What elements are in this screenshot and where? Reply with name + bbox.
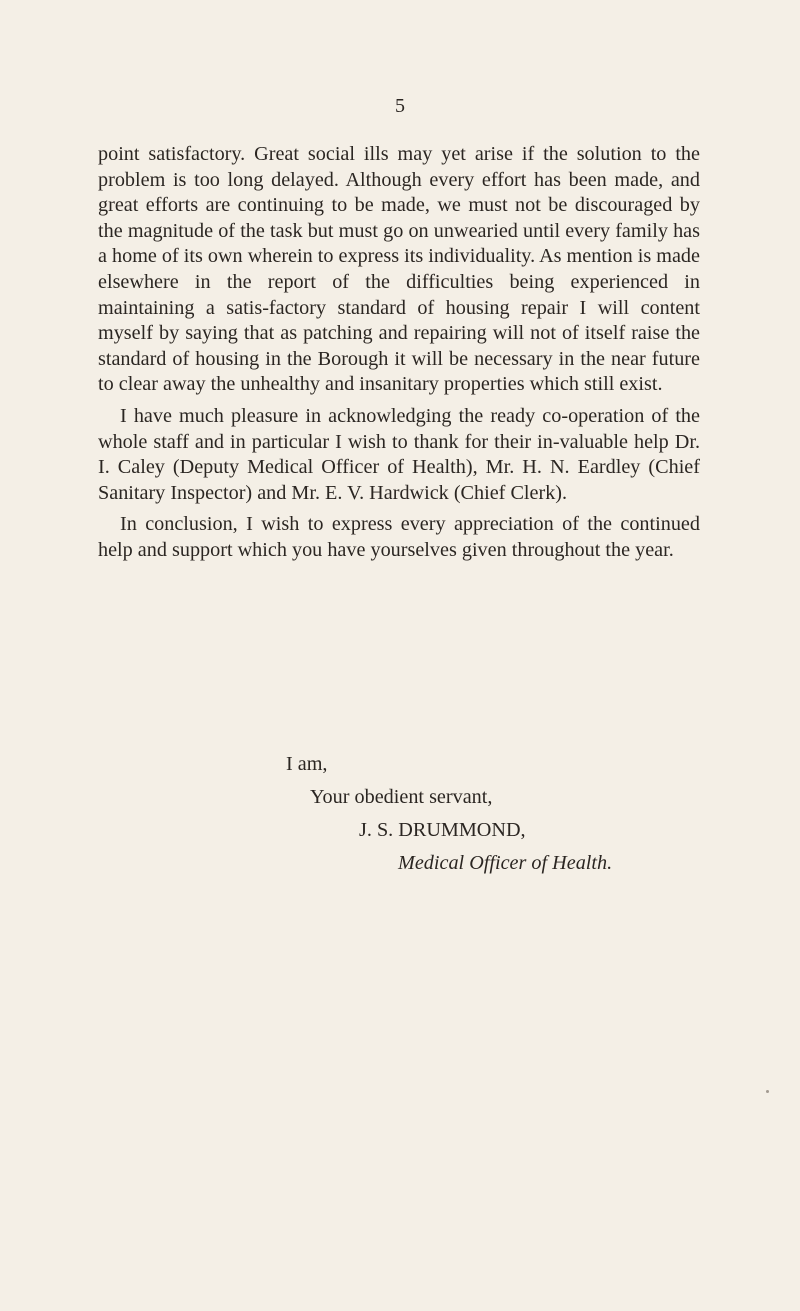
signatory-title: Medical Officer of Health. (398, 852, 613, 874)
closing-salutation: I am, (286, 753, 328, 775)
closing-valediction: Your obedient servant, (310, 786, 493, 808)
page-number: 5 (395, 95, 405, 117)
paragraph-housing: point satisfactory. Great social ills may yet arise if the solution to the problem is too long delayed. Although every effort has been made, and great efforts are continuing to be made, we must not be discouraged by the magnitude of the task but must go on unwearied until every family has a home of its own wherein to express its individuality. As mention is made elsewhere in the report of the difficulties being experienced in maintaining a satis-factory standard of housing repair I will content myself by saying that as patching and repairing will not of itself raise the standard of housing in the Borough it will be necessary in the near future to clear away the unhealthy and insanitary properties which still exist. (98, 143, 700, 396)
paragraph-conclusion: In conclusion, I wish to express every appreciation of the continued help and support which you have yourselves given throughout the year. (98, 513, 700, 561)
signatory-name: J. S. DRUMMOND, (359, 819, 526, 841)
letter-body (98, 142, 700, 570)
paragraph-acknowledgements: I have much pleasure in acknowledging the ready co-operation of the whole staff and in particular I wish to thank for their in-valuable help Dr. I. Caley (Deputy Medical Officer of Health), Mr. H. N. Eardley (Chief Sanitary Inspector) and Mr. E. V. Hardwick (Chief Clerk). (98, 404, 700, 504)
paper-speck (766, 1090, 769, 1093)
